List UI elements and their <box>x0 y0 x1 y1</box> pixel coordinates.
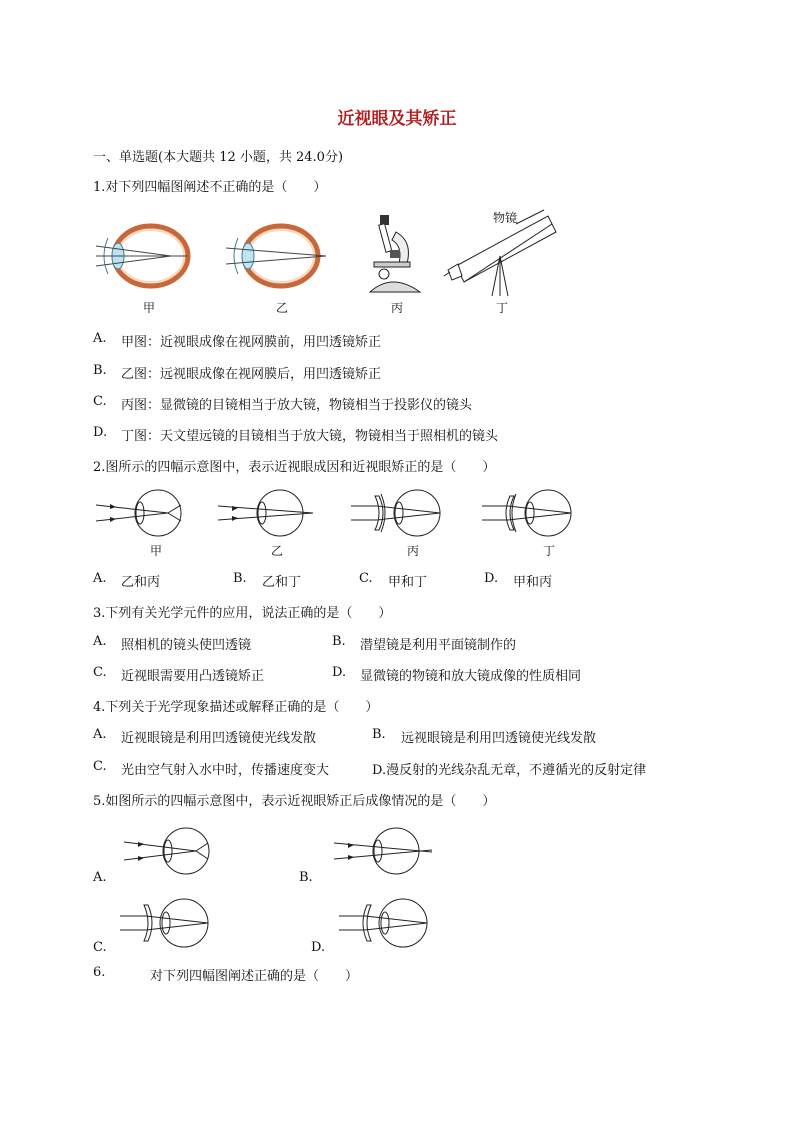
q1-option-d: 丁图：天文望远镜的目镜相当于放大镜，物镜相当于照相机的镜头 <box>121 429 499 444</box>
q1-figure-ding-telescope <box>444 204 564 299</box>
q1-figure-yi <box>226 216 326 298</box>
q4-option-c-key: C. <box>93 759 107 774</box>
q1-option-c-key: C. <box>93 394 107 409</box>
q3-option-b: 潜望镜是利用平面镜制作的 <box>360 638 517 653</box>
q1-option-d-key: D. <box>93 425 108 440</box>
q2-option-a-key: A. <box>93 571 107 586</box>
q2-label-ding: 丁 <box>543 544 556 558</box>
q3-option-b-key: B. <box>332 634 346 649</box>
q2-figure-jia <box>96 488 191 538</box>
q5-figure-c <box>120 897 215 949</box>
q4-option-a-key: A. <box>93 727 107 742</box>
q3-option-c: 近视眼需要用凸透镜矫正 <box>121 669 265 684</box>
q1-figure-bing-microscope <box>366 212 426 297</box>
q2-option-d-key: D. <box>484 571 499 586</box>
q4-option-d: D.漫反射的光线杂乱无章，不遵循光的反射定律 <box>372 763 647 778</box>
q2-option-a: 乙和丙 <box>121 575 161 590</box>
q1-option-a: 甲图：近视眼成像在视网膜前，用凹透镜矫正 <box>121 335 382 350</box>
section-heading: 一、单选题(本大题共 12 小题，共 24.0分) <box>93 150 344 165</box>
q2-label-jia: 甲 <box>150 544 163 558</box>
q6-number: 6. <box>93 965 106 980</box>
q1-stem: 1.对下列四幅图阐述不正确的是（ ） <box>93 180 327 195</box>
q5-figure-d <box>339 897 434 949</box>
q2-option-c-key: C. <box>359 571 373 586</box>
q3-option-a-key: A. <box>93 634 107 649</box>
q3-option-d: 显微镜的物镜和放大镜成像的性质相同 <box>360 669 582 684</box>
q3-option-c-key: C. <box>93 665 107 680</box>
q1-label-ding: 丁 <box>496 301 509 315</box>
q5-option-c-key: C. <box>93 940 107 955</box>
q4-option-c: 光由空气射入水中时，传播速度变大 <box>121 763 330 778</box>
q5-option-d-key: D. <box>311 940 326 955</box>
q3-option-d-key: D. <box>332 665 347 680</box>
q2-figure-ding <box>482 488 582 538</box>
q2-label-bing: 丙 <box>407 544 420 558</box>
q6-stem: 对下列四幅图阐述正确的是（ ） <box>150 969 359 984</box>
q4-option-b-key: B. <box>372 727 386 742</box>
q2-figure-bing <box>351 488 451 538</box>
q4-option-a: 近视眼镜是利用凹透镜使光线发散 <box>121 731 317 746</box>
q5-stem: 5.如图所示的四幅示意图中，表示近视眼矫正后成像情况的是（ ） <box>93 794 496 809</box>
q2-stem: 2.图所示的四幅示意图中，表示近视眼成因和近视眼矫正的是（ ） <box>93 460 496 475</box>
q1-label-jia: 甲 <box>143 301 156 315</box>
q1-option-c: 丙图：显微镜的目镜相当于放大镜，物镜相当于投影仪的镜头 <box>121 398 473 413</box>
q5-figure-b <box>334 826 434 876</box>
q2-option-b-key: B. <box>233 571 247 586</box>
q5-figure-a <box>124 826 214 876</box>
q2-option-b: 乙和丁 <box>262 575 302 590</box>
q4-stem: 4.下列关于光学现象描述或解释正确的是（ ） <box>93 700 379 715</box>
q5-option-b-key: B. <box>299 870 313 885</box>
q3-option-a: 照相机的镜头使凹透镜 <box>121 638 252 653</box>
q1-label-yi: 乙 <box>276 301 289 315</box>
q1-figure-jia <box>96 216 196 298</box>
q1-option-a-key: A. <box>93 331 107 346</box>
q4-option-b: 远视眼镜是利用凹透镜使光线发散 <box>401 731 597 746</box>
q2-option-c: 甲和丁 <box>388 575 428 590</box>
q2-option-d: 甲和丙 <box>513 575 553 590</box>
q1-option-b: 乙图：远视眼成像在视网膜后，用凹透镜矫正 <box>121 367 382 382</box>
q2-figure-yi <box>218 488 313 538</box>
q1-label-bing: 丙 <box>391 301 404 315</box>
q1-telescope-label: 物镜 <box>493 211 518 225</box>
q5-option-a-key: A. <box>93 870 107 885</box>
q1-option-b-key: B. <box>93 363 107 378</box>
q2-label-yi: 乙 <box>271 544 284 558</box>
page-title: 近视眼及其矫正 <box>337 109 457 129</box>
q3-stem: 3.下列有关光学元件的应用，说法正确的是（ ） <box>93 606 392 621</box>
